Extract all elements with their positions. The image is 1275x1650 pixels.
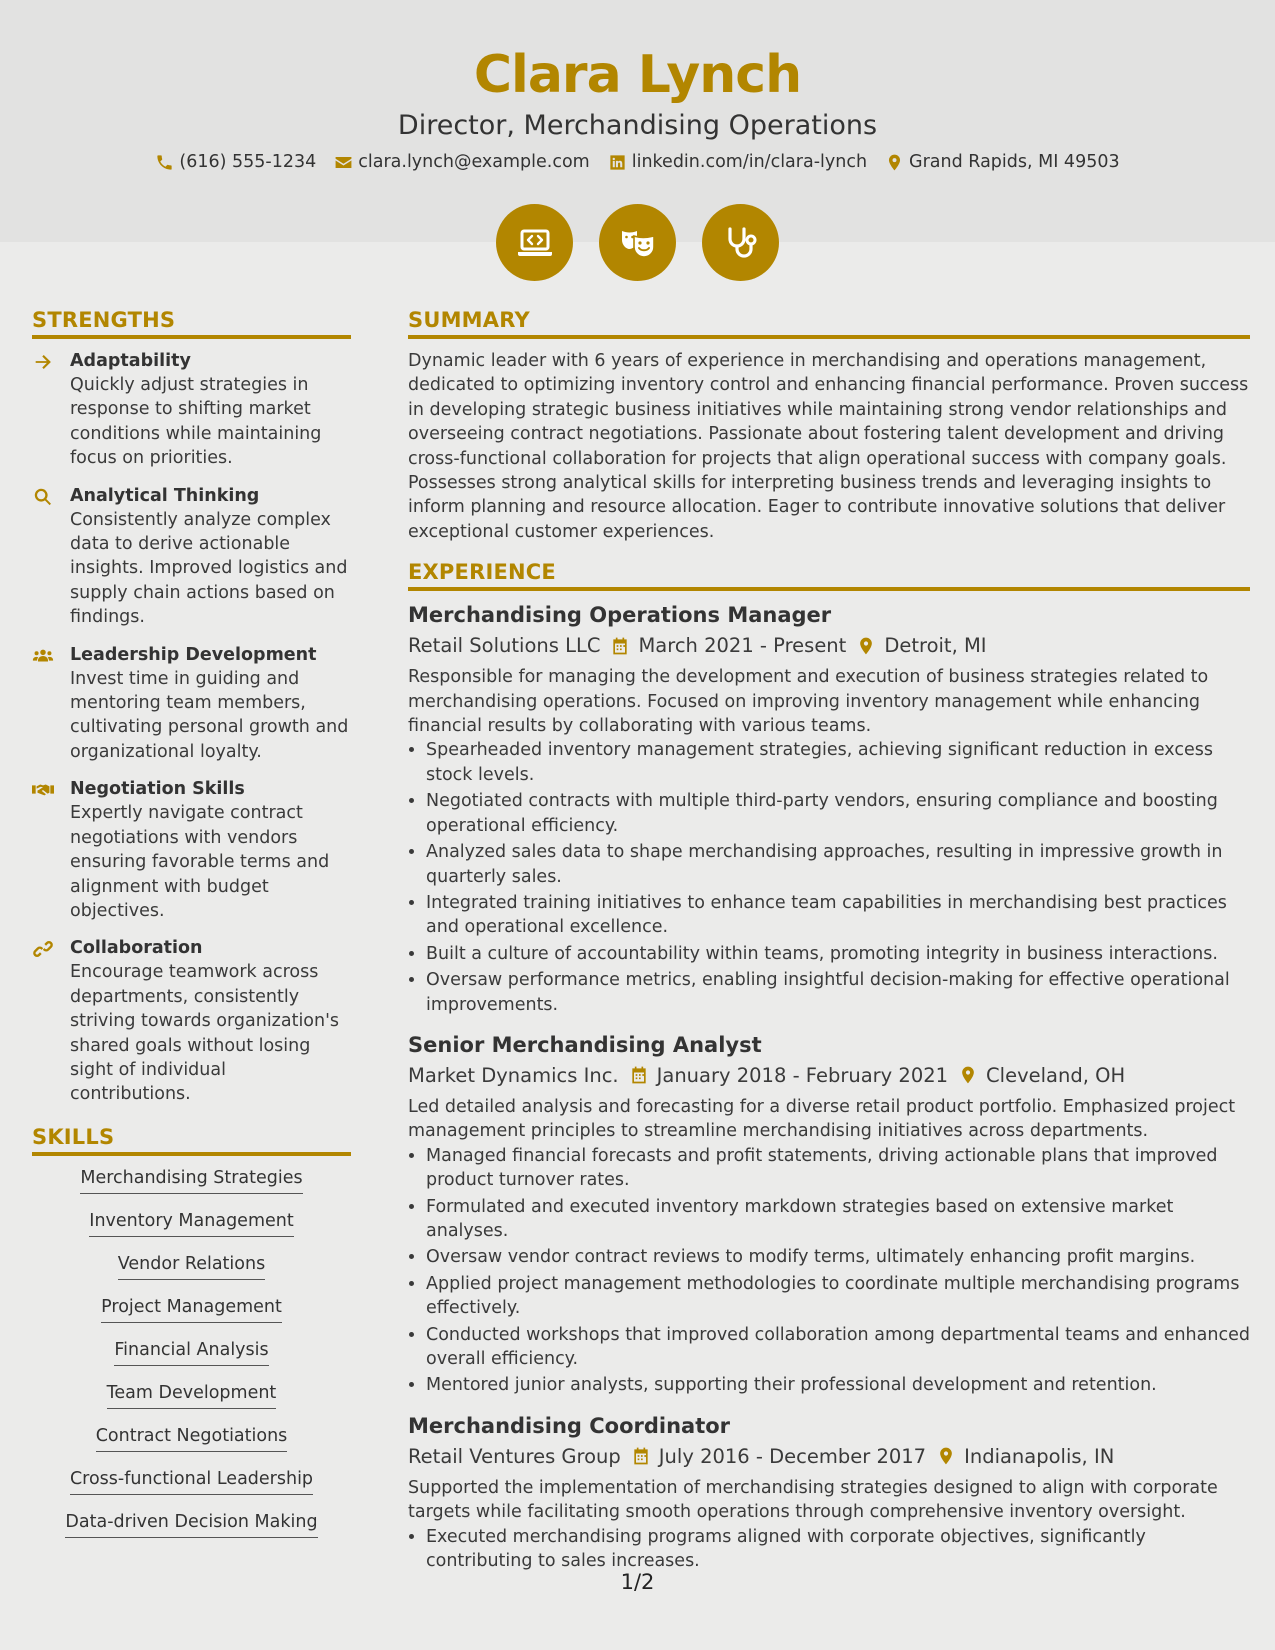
strength-desc: Expertly navigate contract negotiations with vendors ensuring favorable terms and alignment with budget objectives. [70,803,330,921]
job-bullet: • Built a culture of accountability within teams, promoting integrity in business interactions. [426,942,1250,966]
job-bullet: • Oversaw vendor contract reviews to modify terms, ultimately enhancing profit margins. [426,1245,1250,1269]
summary-text: Dynamic leader with 6 years of experience in merchandising and operations management, dedicated to optimizing inventory control and enhancing financial performance. Proven success in developing strategic business initiatives while maintaining strong vendor relationships and overseeing contract negotiations. Passionate about fostering talent development and driving cross-functional collaboration for projects that align operational success with company goals. Possesses strong analytical skills for interpreting business trends and leveraging insights to inform planning and resource allocation. Eager to contribute innovative solutions that deliver exceptional customer experiences. [408,351,1249,542]
strength-item [32,484,351,630]
interest-badges [0,204,1275,281]
job-bullets [426,1144,1250,1398]
job-role: Merchandising Coordinator [408,1413,731,1438]
experience-heading: EXPERIENCE [408,560,1250,591]
job-location: Cleveland, OH [986,1063,1126,1087]
job-location: Indianapolis, IN [964,1444,1115,1468]
stethoscope-icon [721,223,761,263]
job-description: Led detailed analysis and forecasting for a diverse retail product portfolio. Emphasized project management principles to streamline merchandising initiatives across departments. [408,1096,1236,1142]
theater-masks-icon [618,223,658,263]
skill-tag: Project Management [101,1295,282,1323]
theater-masks-badge [599,204,676,281]
strength-item [32,349,351,471]
linkedin-icon [608,153,627,172]
stethoscope-badge [702,204,779,281]
job-company: Retail Ventures Group [408,1444,621,1468]
phone-icon [155,153,174,172]
job-company: Retail Solutions LLC [408,634,601,658]
contact-bar [0,152,1275,172]
skill-tag: Data-driven Decision Making [65,1510,317,1538]
right-column [408,308,1250,1587]
skill-tag: Inventory Management [89,1209,293,1237]
strength-item [32,936,351,1106]
job-role: Merchandising Operations Manager [408,603,832,628]
skill-tag: Contract Negotiations [96,1424,288,1452]
job-dates: July 2016 - December 2017 [658,1444,927,1468]
contact-email[interactable] [334,152,589,172]
map-marker-icon [856,636,876,656]
strength-item [32,643,351,765]
job-bullet: • Executed merchandising programs aligned with corporate objectives, significantly contributing to sales increases. [426,1525,1250,1574]
job-bullet: • Integrated training initiatives to enhance team capabilities in merchandising best practices and operational excellence. [426,891,1250,940]
calendar-icon [631,1446,651,1466]
strengths-heading: STRENGTHS [32,308,351,339]
job-bullet: • Managed financial forecasts and profit statements, driving actionable plans that improved product turnover rates. [426,1144,1250,1193]
job-location: Detroit, MI [884,634,987,658]
location-text: Grand Rapids, MI 49503 [909,152,1120,172]
strength-name: Collaboration [70,938,203,959]
map-marker-icon [958,1065,978,1085]
strength-desc: Encourage teamwork across departments, consistently striving towards organization's shared goals without losing sight of individual contributions. [70,962,340,1105]
contact-phone[interactable] [155,152,316,172]
link-icon [32,938,54,960]
arrow-right-icon [32,351,54,373]
strength-item [32,777,351,923]
job-company: Market Dynamics Inc. [408,1063,619,1087]
candidate-title: Director, Merchandising Operations [397,110,878,141]
contact-location [885,152,1120,172]
skill-tag: Financial Analysis [114,1338,268,1366]
strength-desc: Consistently analyze complex data to derive actionable insights. Improved logistics and supply chain actions based on findings. [70,509,348,628]
strength-desc: Invest time in guiding and mentoring team members, cultivating personal growth and organizational loyalty. [70,668,349,762]
job-bullet: • Spearheaded inventory management strategies, achieving significant reduction in excess stock levels. [426,738,1250,787]
job-bullets [426,738,1250,1016]
skill-tag: Cross-functional Leadership [70,1467,313,1495]
calendar-icon [629,1065,649,1085]
skill-tag: Vendor Relations [118,1252,265,1280]
job-entry [408,1031,1250,1398]
users-icon [32,645,54,667]
candidate-name: Clara Lynch [473,45,802,105]
handshake-icon [32,779,54,801]
skill-tag: Merchandising Strategies [80,1166,302,1194]
laptop-code-badge [496,204,573,281]
skills-heading: SKILLS [32,1125,351,1156]
strength-name: Analytical Thinking [70,485,260,506]
phone-text: (616) 555-1234 [179,152,317,172]
linkedin-text: linkedin.com/in/clara-lynch [631,152,868,172]
job-bullet: • Oversaw performance metrics, enabling insightful decision-making for effective operational improvements. [426,968,1250,1017]
calendar-icon [610,636,630,656]
strength-name: Negotiation Skills [70,779,245,800]
strength-name: Adaptability [70,351,191,371]
job-bullets [426,1525,1250,1574]
job-bullet: • Analyzed sales data to shape merchandising approaches, resulting in impressive growth in quarterly sales. [426,840,1250,889]
job-entry [408,601,1250,1017]
search-icon [32,486,54,508]
job-bullet: • Conducted workshops that improved collaboration among departmental teams and enhanced overall efficiency. [426,1323,1250,1372]
map-marker-icon [936,1446,956,1466]
job-description: Supported the implementation of merchandising strategies designed to align with corporate targets while facilitating smooth operations through comprehensive inventory oversight. [408,1477,1218,1523]
left-column [32,308,351,1538]
job-role: Senior Merchandising Analyst [408,1032,762,1057]
envelope-icon [334,153,353,172]
laptop-code-icon [515,223,555,263]
job-entry [408,1412,1250,1574]
strength-name: Leadership Development [70,644,317,665]
job-dates: January 2018 - February 2021 [656,1063,949,1087]
job-dates: March 2021 - Present [638,634,847,658]
skills-list [32,1166,351,1538]
job-bullet: • Formulated and executed inventory markdown strategies based on extensive market analyses. [426,1195,1250,1244]
contact-linkedin[interactable] [608,152,867,172]
job-bullet: • Mentored junior analysts, supporting their professional development and retention. [426,1373,1250,1397]
email-text: clara.lynch@example.com [358,152,590,172]
job-description: Responsible for managing the development and execution of business strategies related to merchandising operations. Focused on improving inventory management while enhancing financial results by collaborating with various teams. [408,667,1209,737]
job-bullet: • Applied project management methodologies to coordinate multiple merchandising programs effectively. [426,1272,1250,1321]
job-bullet: • Negotiated contracts with multiple third-party vendors, ensuring compliance and boosting operational efficiency. [426,789,1250,838]
page-number: 1/2 [620,1570,655,1594]
summary-heading: SUMMARY [408,308,1250,339]
skill-tag: Team Development [107,1381,277,1409]
map-marker-icon [885,153,904,172]
strength-desc: Quickly adjust strategies in response to shifting market conditions while maintaining focus on priorities. [70,375,322,469]
